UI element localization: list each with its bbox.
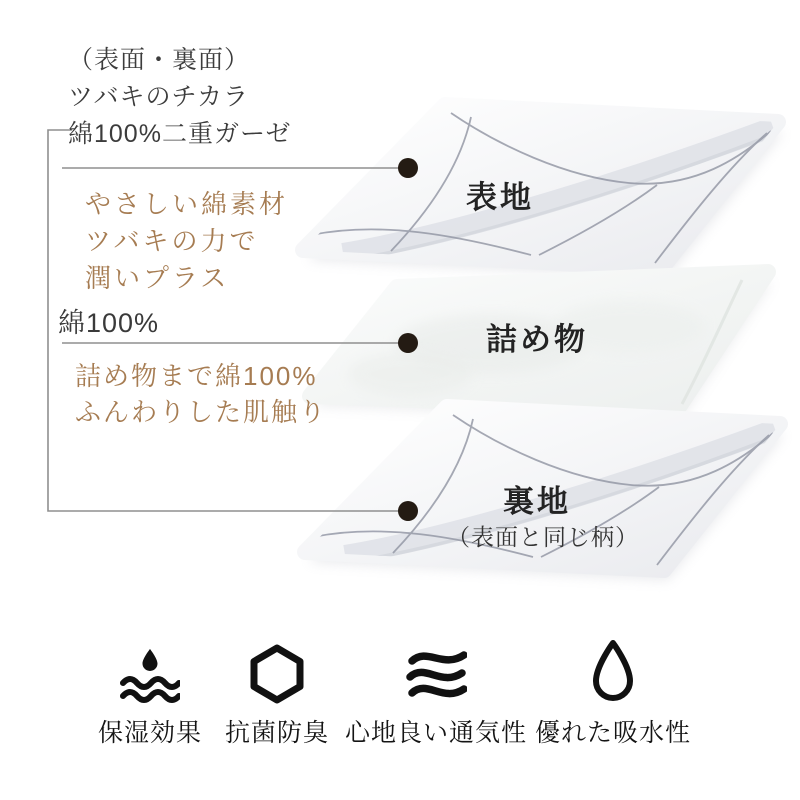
connector-dot-filling [398,333,418,353]
layer-label-outer: 表地 [466,180,534,215]
feature-antibacterial [225,640,329,749]
layer-label-filling: 詰め物 [486,322,588,357]
surface-note-line2: ツバキの力で [85,226,259,256]
breathability-icon [405,648,467,704]
connector-dot-outer [398,158,418,178]
filling-note-line1: 詰め物まで綿100% [75,361,318,391]
surface-note-line1: やさしい綿素材 [85,189,289,219]
connector-dot-lining [398,501,418,521]
layer-label-lining: 裏地 [503,484,571,519]
surface-material-note [85,186,288,297]
feature-label-absorbency: 優れた吸水性 [534,720,692,747]
feature-moisturizing [98,640,202,749]
outer-fabric-sheet [303,105,778,268]
title-paren-note: （表面・裏面） [68,46,251,74]
product-title-block [68,42,291,153]
feature-label-breathability: 心地良い通気性 [344,720,528,747]
title-material-line: 綿100%二重ガーゼ [68,120,292,148]
feature-absorbency [535,640,691,749]
feature-label-moisturizing: 保湿効果 [97,720,203,747]
antibacterial-icon [250,644,304,704]
absorbency-icon [585,638,641,704]
filling-material-note [75,358,327,430]
moisturizing-icon [120,646,180,704]
title-brand-line: ツバキのチカラ [68,83,250,111]
feature-breathability [345,640,527,749]
surface-note-line3: 潤いプラス [85,263,230,293]
feature-label-antibacterial: 抗菌防臭 [224,720,330,747]
filling-note-line2: ふんわりした肌触り [75,397,328,427]
filling-material-heading: 綿100% [58,308,160,338]
layer-sublabel-lining: （表面と同じ柄） [447,524,639,550]
